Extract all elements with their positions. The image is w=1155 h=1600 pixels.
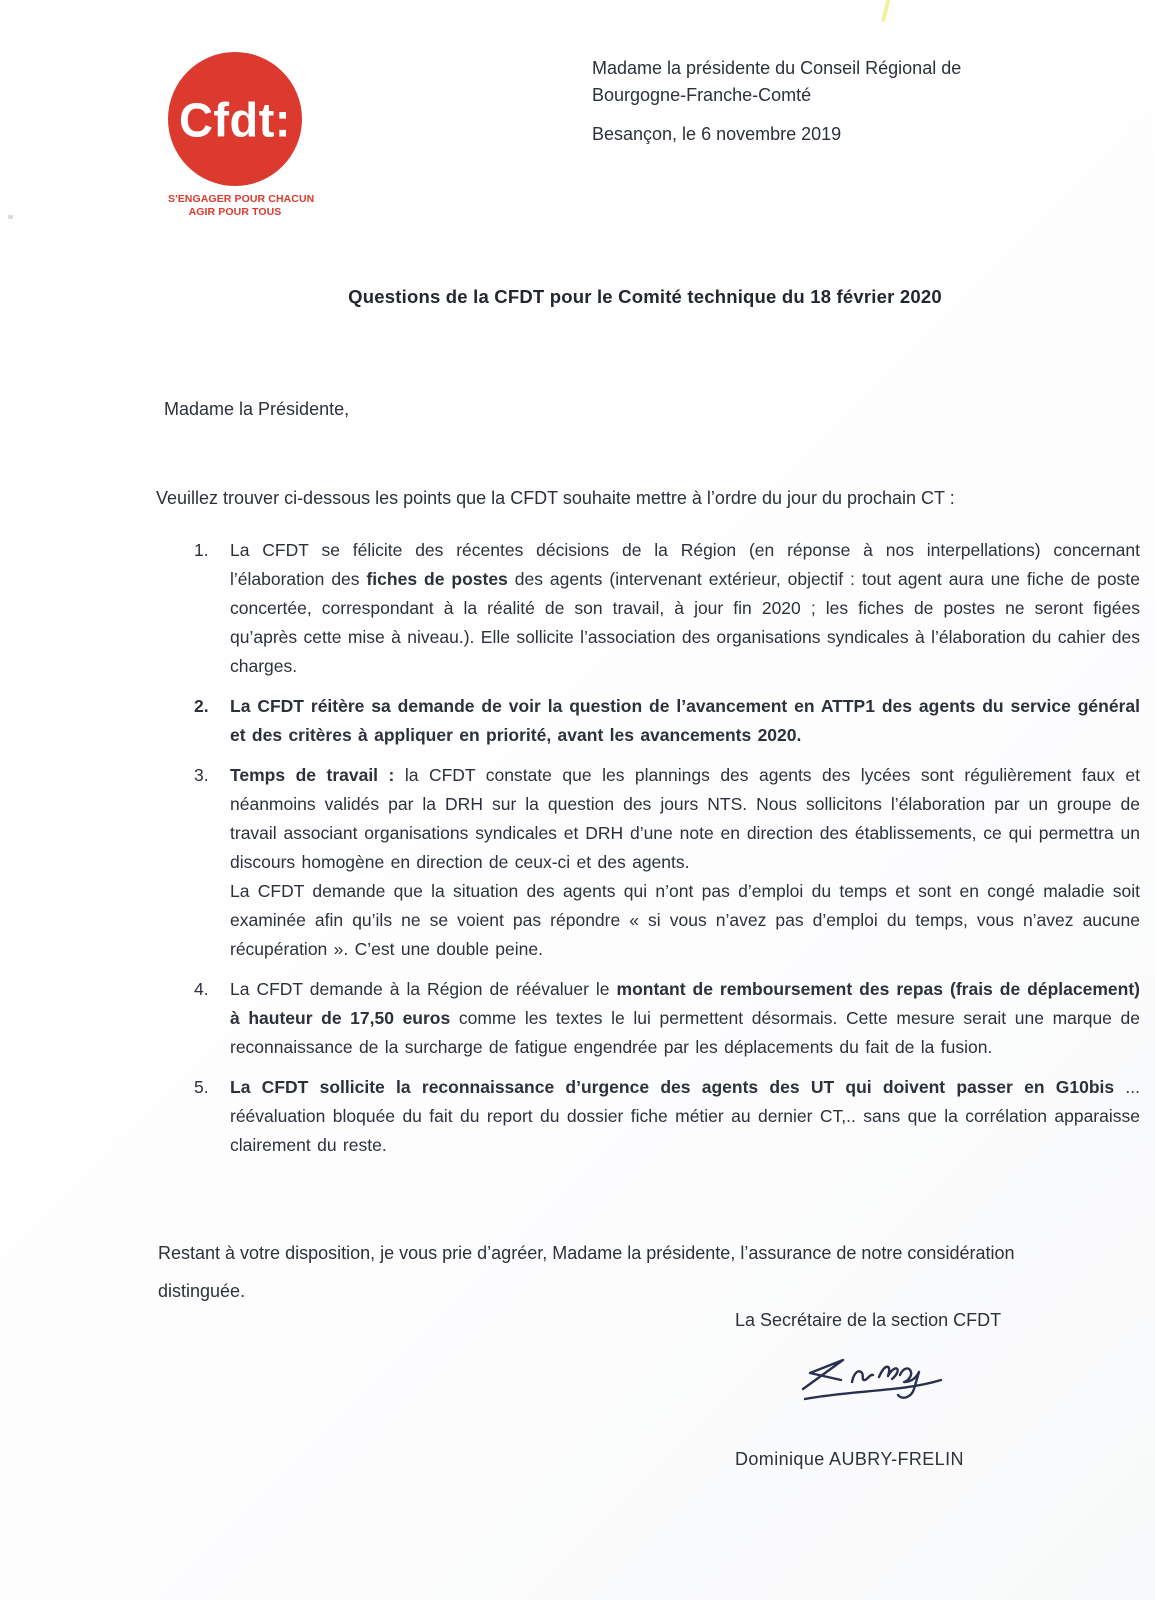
- signatory-name: Dominique AUBRY-FRELIN: [735, 1449, 964, 1469]
- bold-text-run: Temps de travail :: [230, 765, 405, 785]
- item-number: 3.: [194, 765, 209, 785]
- logo-circle: [168, 52, 302, 186]
- item-text: [230, 975, 1140, 1062]
- text-run: des agents (intervenant extérieur, objectif : tout agent aura une fiche de poste concertée, correspondant à la réalité de son travail, à jour fin 2020 ; les fiches de postes ne seront figées qu’après cette mise à niveau.). Elle sollicite l’association des organisations syndicales à l’élaboration du cahier des charges.: [230, 569, 1140, 676]
- scan-speck: [8, 215, 13, 219]
- logo-tagline-line1: S'ENGAGER POUR CHACUN: [168, 193, 315, 205]
- item-text: [230, 1073, 1140, 1160]
- date-line: Besançon, le 6 novembre 2019: [592, 124, 842, 144]
- list-item: [194, 761, 1140, 964]
- list-item: [194, 536, 1140, 681]
- bold-text-run: La CFDT réitère sa demande de voir la question de l’avancement en ATTP1 des agents du service général et des critères à appliquer en priorité, avant les avancements 2020.: [230, 696, 1140, 745]
- signatory-role: La Secrétaire de la section CFDT: [735, 1310, 1002, 1330]
- bold-text-run: La CFDT sollicite la reconnaissance d’urgence des agents des UT qui doivent passer en G10bis: [230, 1077, 1115, 1097]
- salutation: Madame la Présidente,: [164, 399, 350, 419]
- item-text: [230, 761, 1140, 964]
- bold-text-run: fiches de postes: [366, 569, 508, 589]
- paragraph: [230, 536, 1140, 681]
- list-item: [194, 692, 1140, 750]
- item-number: 4.: [194, 979, 209, 999]
- signature-stroke: [803, 1360, 941, 1399]
- handwritten-signature: [797, 1347, 947, 1409]
- cfdt-logo: [168, 52, 315, 219]
- text-run: La CFDT se félicite des récentes décisions de la Région (en réponse à nos interpellations) concernant l’élaboration des: [230, 540, 1140, 589]
- recipient-block: [592, 55, 961, 109]
- paragraph: [230, 877, 1140, 964]
- paragraph: [230, 761, 1140, 877]
- letter-title: Questions de la CFDT pour le Comité technique du 18 février 2020: [348, 286, 942, 307]
- points-list: [164, 536, 1140, 1171]
- item-text: [230, 692, 1140, 750]
- list-item: [194, 1073, 1140, 1160]
- logo-tagline: [168, 193, 315, 219]
- intro-paragraph: Veuillez trouver ci-dessous les points que la CFDT souhaite mettre à l’ordre du jour du prochain CT :: [156, 488, 955, 508]
- recipient-line1: Madame la présidente du Conseil Régional de: [592, 58, 962, 78]
- recipient-line2: Bourgogne-Franche-Comté: [592, 85, 812, 105]
- item-text: [230, 536, 1140, 681]
- list-item: [194, 975, 1140, 1062]
- highlighter-mark: [881, 0, 891, 22]
- text-run: La CFDT demande que la situation des agents qui n’ont pas d’emploi du temps et sont en congé maladie soit examinée afin qu’ils ne se voient pas répondre « si vous n’avez pas d’emploi du temps, vous n’avez aucune récupération ». C’est une double peine.: [230, 881, 1140, 959]
- text-run: ... réévaluation bloquée du fait du report du dossier fiche métier au dernier CT,.. sans que la corrélation apparaisse clairement du reste.: [230, 1077, 1140, 1155]
- item-number: 2.: [194, 696, 209, 716]
- signature-block: [735, 1310, 1035, 1470]
- item-number: 5.: [194, 1077, 209, 1097]
- text-run: comme les textes le lui permettent désormais. Cette mesure serait une marque de reconnaissance de la surcharge de fatigue engendrée par les déplacements du fait de la fusion.: [230, 1008, 1140, 1057]
- paragraph: [230, 1073, 1140, 1160]
- paragraph: [230, 692, 1140, 750]
- logo-brand-text: Cfdt:: [178, 91, 292, 147]
- closing-paragraph: Restant à votre disposition, je vous prie d’agréer, Madame la présidente, l’assurance de notre considération distinguée.: [158, 1243, 1015, 1301]
- text-run: La CFDT demande à la Région de réévaluer le: [230, 979, 617, 999]
- logo-tagline-line2: AGIR POUR TOUS: [188, 206, 282, 218]
- item-number: 1.: [194, 540, 209, 560]
- text-run: la CFDT constate que les plannings des agents des lycées sont régulièrement faux et néanmoins validés par la DRH sur la question des jours NTS. Nous sollicitons l’élaboration par un groupe de travail associant organisations syndicales et DRH d’une note en direction des établissements, ce qui permettra un discours homogène en direction de ceux-ci et des agents.: [230, 765, 1140, 872]
- paragraph: [230, 975, 1140, 1062]
- bold-text-run: montant de remboursement des repas (frais de déplacement) à hauteur de 17,50 euros: [230, 979, 1140, 1028]
